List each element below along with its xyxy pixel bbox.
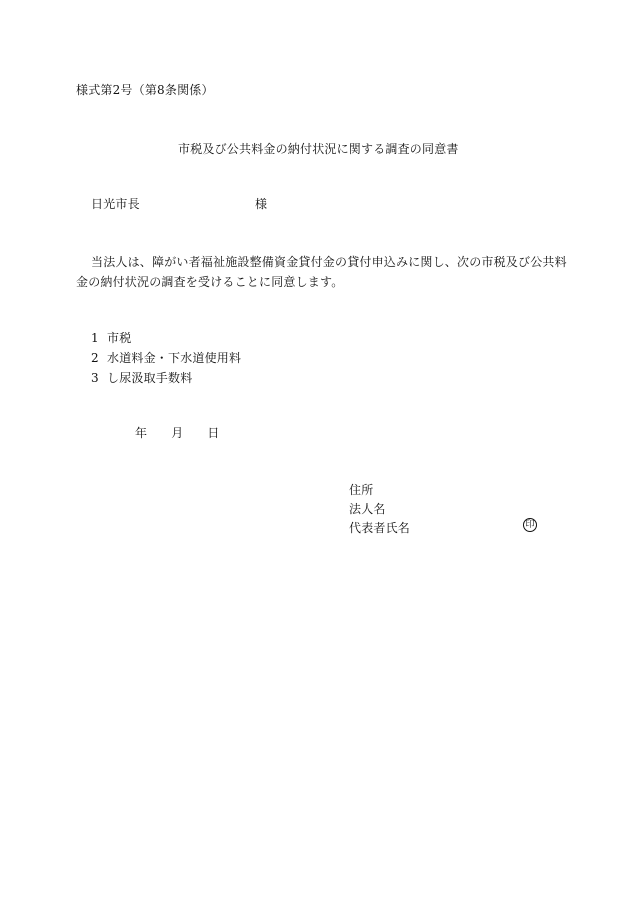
list-item-number: 1 — [91, 331, 99, 345]
address-label: 住所 — [349, 483, 374, 497]
form-number-label: 様式第2号（第8条関係） — [76, 83, 214, 97]
representative-name-label: 代表者氏名 — [349, 521, 411, 535]
list-item-text: 水道料金・下水道使用料 — [107, 351, 242, 365]
list-item-text: し尿汲取手数料 — [107, 371, 193, 385]
date-year-label: 年 — [135, 426, 148, 440]
list-item-number: 2 — [91, 351, 99, 365]
list-item — [91, 372, 192, 384]
date-day-label: 日 — [207, 426, 220, 440]
list-item-number: 3 — [91, 371, 99, 385]
addressee-honorific: 様 — [255, 197, 268, 211]
consent-text-line-2: 金の納付状況の調査を受けることに同意します。 — [76, 275, 344, 289]
addressee-name: 日光市長 — [91, 197, 140, 211]
date-line — [135, 427, 220, 439]
list-item — [91, 352, 241, 364]
list-item — [91, 332, 131, 344]
seal-mark: 印 — [523, 518, 537, 532]
list-item-text: 市税 — [107, 331, 132, 345]
date-month-label: 月 — [171, 426, 184, 440]
document-title: 市税及び公共料金の納付状況に関する調査の同意書 — [178, 142, 459, 156]
consent-text-line-1: 当法人は、障がい者福祉施設整備資金貸付金の貸付申込みに関し、次の市税及び公共料 — [91, 255, 567, 269]
corporation-name-label: 法人名 — [349, 502, 386, 516]
